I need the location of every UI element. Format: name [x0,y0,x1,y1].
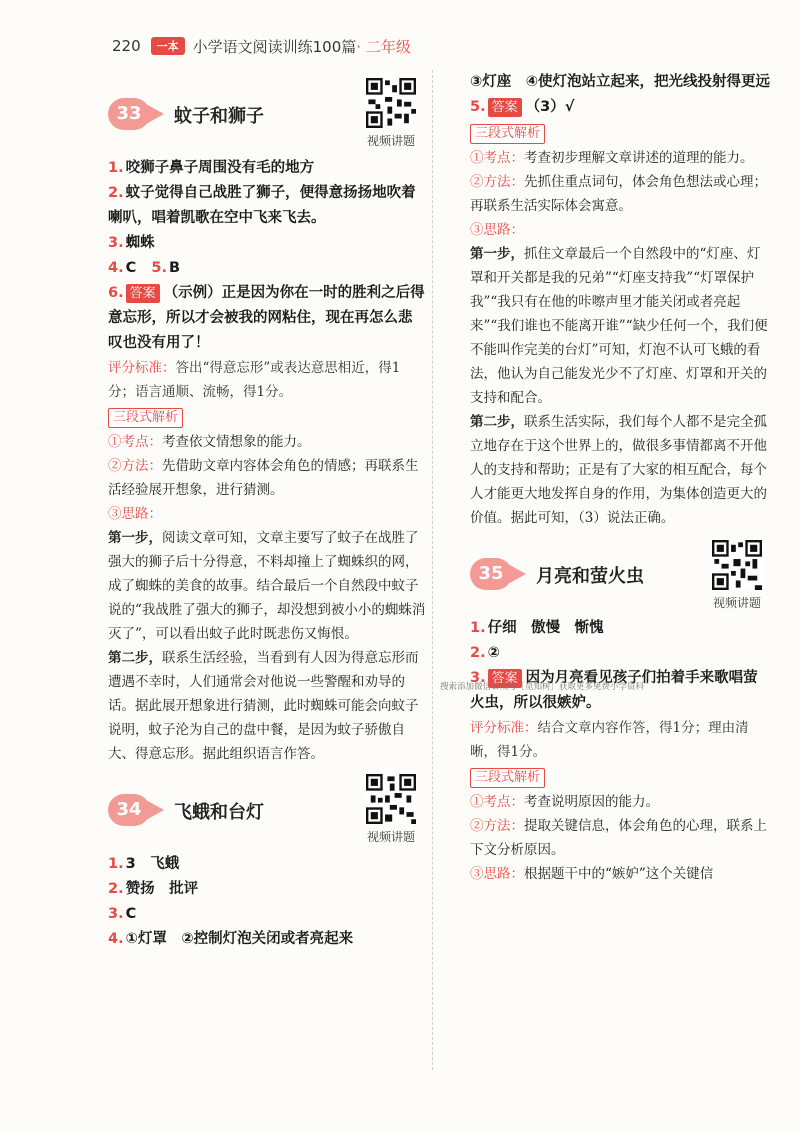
section-34-header [108,766,426,852]
section-title: 月亮和萤火虫 [536,566,644,587]
section-number-badge: 35 [470,558,528,590]
column-divider [432,70,433,1070]
answer-4-5: 4. C 5. B [108,260,181,276]
qr-code-icon [366,774,416,824]
qr-caption: 视频讲题 [366,134,415,148]
answer-3: 3. 答案 因为月亮看见孩子们拍着手来歌唱萤火虫，所以很嫉妒。 [470,670,758,711]
answer-5: 5. 答案 （3）√ [470,99,575,115]
analysis-point-1: ①考点：考查初步理解文章讲述的道理的能力。 [470,150,754,166]
qr-caption: 视频讲题 [712,596,761,610]
promo-watermark: 搜索添加微信公众号［觅知树］获取更多免费小学资料 [440,682,645,692]
qr-code[interactable] [360,774,422,845]
answer-1: 1. 3 飞蛾 [108,856,180,872]
analysis-step-2: 第二步，联系生活实际，我们每个人都不是完全孤立地存在于这个世界上的，做很多事情都离不开他人的支持和帮助；正是有了大家的相互配合，每个人才能更大地发挥自身的作用，为集体创造更大的价值。据此可知，（3）说法正确。 [470,414,767,526]
answer-4-continued: ③灯座 ④使灯泡站立起来，把光线投射得更远 [470,74,771,90]
analysis-point-3: ③思路： [108,506,162,522]
section-title: 飞蛾和台灯 [174,802,264,823]
answer-3: 3. C [108,906,137,922]
section-33-header [108,70,426,156]
analysis-point-3: ③思路： [470,222,524,238]
answer-tag: 答案 [488,669,522,688]
qr-code-icon [366,78,416,128]
section-title: 蚊子和狮子 [174,106,264,127]
answer-tag: 答案 [488,98,522,117]
analysis-point-1: ①考点：考查说明原因的能力。 [470,794,659,810]
answer-6: 6. 答案 （示例）正是因为你在一时的胜利之后得意忘形，所以才会被我的网粘住，现在再怎么悲叹也没有用了！ [108,285,425,351]
answer-2: 2. 蚊子觉得自己战胜了狮子，便得意扬扬地吹着喇叭，唱着凯歌在空中飞来飞去。 [108,185,416,226]
analysis-point-3: ③思路：根据题干中的“嫉妒”这个关键信 [470,866,714,882]
book-title: 小学语文阅读训练100篇 [192,37,357,56]
answer-2: 2. ② [470,645,500,661]
qr-code-icon [712,540,762,590]
section-number-badge: 33 [108,98,166,130]
section-number-badge: 34 [108,794,166,826]
analysis-tag: 三段式解析 [108,408,183,428]
analysis-step-2: 第二步，联系生活经验，当看到有人因为得意忘形而遭遇不幸时，人们通常会对他说一些警醒和劝导的话。据此展开想象进行猜测，此时蜘蛛可能会向蚊子说明，蚊子沦为自己的盘中餐，是因为蚊子骄傲自大、得意忘形。据此组织语言作答。 [108,650,419,762]
answer-2: 2. 赞扬 批评 [108,881,199,897]
analysis-tag: 三段式解析 [470,768,545,788]
left-column [108,70,426,952]
page-header [112,34,411,58]
analysis-tag: 三段式解析 [470,124,545,144]
right-column [470,70,772,886]
qr-code[interactable] [360,78,422,149]
analysis-step-1: 第一步，抓住文章最后一个自然段中的“灯座、灯罩和开关都是我的兄弟”“灯座支持我”“灯罩保护我”“我只有在他的咔嚓声里才能关闭或者亮起来”“我们谁也不能离开谁”“缺少任何一个，我们便不能叫作完美的台灯”可知，灯泡不认可飞蛾的看法，他认为自己能发光少不了灯座、灯罩和开关的支持和配合。 [470,246,768,406]
analysis-point-2: ②方法：提取关键信息，体会角色的心理，联系上下文分析原因。 [470,818,767,858]
analysis-point-1: ①考点：考查依文情想象的能力。 [108,434,311,450]
scoring-criteria: 评分标准：答出“得意忘形”或表达意思相近，得1分；语言通顺、流畅，得1分。 [108,360,401,400]
section-35-header [470,536,772,616]
brand-logo: 一本 [151,37,185,55]
scoring-criteria: 评分标准：结合文章内容作答，得1分；理由清晰，得1分。 [470,720,749,760]
analysis-step-1: 第一步，阅读文章可知，文章主要写了蚊子在战胜了强大的狮子后十分得意，不料却撞上了蜘蛛织的网，成了蜘蛛的美食的故事。结合最后一个自然段中蚊子说的“我战胜了强大的狮子，却没想到被小小的蜘蛛消灭了”，可以看出蚊子此时既悲伤又悔恨。 [108,530,426,642]
qr-code[interactable] [706,540,768,611]
qr-caption: 视频讲题 [366,830,415,844]
answer-4: 4. ①灯罩 ②控制灯泡关闭或者亮起来 [108,931,354,947]
answer-3: 3. 蜘蛛 [108,235,155,251]
answer-tag: 答案 [126,284,160,303]
book-grade: · 二年级 [356,37,411,56]
analysis-point-2: ②方法：先抓住重点词句，体会角色想法或心理；再联系生活实际体会寓意。 [470,174,767,214]
answer-1: 1. 咬狮子鼻子周围没有毛的地方 [108,160,315,176]
analysis-point-2: ②方法：先借助文章内容体会角色的情感；再联系生活经验展开想象，进行猜测。 [108,458,419,498]
page-number: 220 [112,37,141,55]
answer-1: 1. 仔细 傲慢 惭愧 [470,620,604,636]
